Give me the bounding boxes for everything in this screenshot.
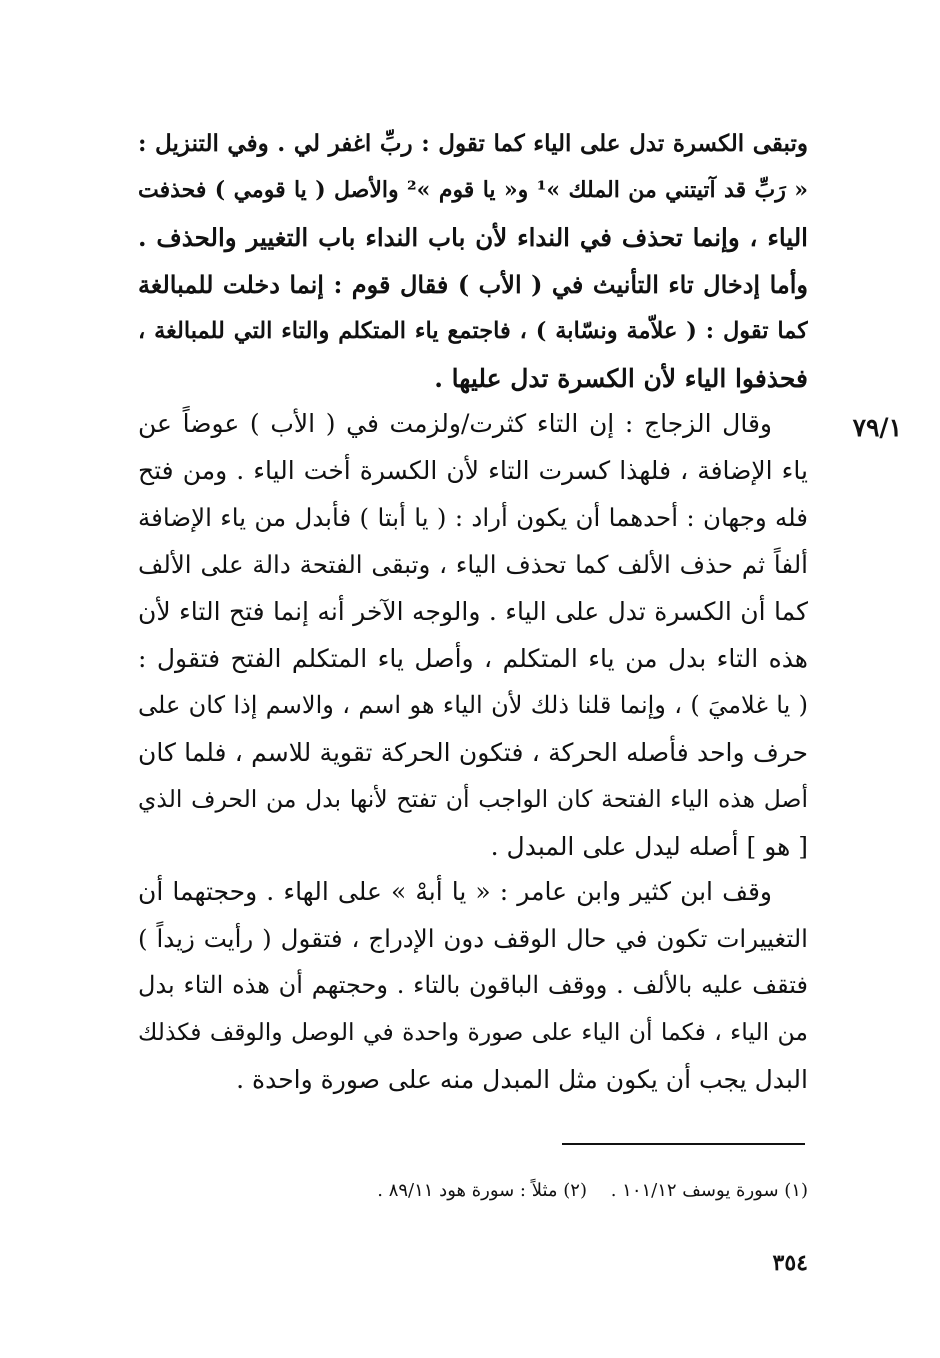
paragraph-3 [138, 868, 808, 1103]
text-line: [ هو ] أصله ليدل على المبدل . [490, 832, 808, 861]
footnote-1: (١) سورة يوسف ١٠١/١٢ . [610, 1180, 808, 1201]
text-line: فحذفوا الياء لأن الكسرة تدل عليها . [434, 364, 808, 393]
margin-reference: ٧٩/١ [852, 413, 902, 442]
text-line: من الياء ، فكما أن الياء على صورة واحدة في الوصل والوقف فكذلك [138, 1018, 808, 1046]
text-line: ( يا غلاميَ ) ، وإنما قلنا ذلك لأن الياء هو اسم ، والاسم إذا كان على [138, 691, 808, 719]
footnote-2: (٢) مثلاً : سورة هود ٨٩/١١ . [377, 1180, 587, 1201]
footnote-divider [562, 1143, 805, 1145]
text-line: وقال الزجاج : إن التاء كثرت/ولزمت في ( الأب ) عوضاً عن [138, 409, 772, 438]
text-line: وأما إدخال تاء التأنيث في ( الأب ) فقال قوم : إنما دخلت للمبالغة [138, 270, 808, 299]
footnotes [260, 1176, 808, 1206]
page-number: ٣٥٤ [772, 1250, 808, 1276]
text-line: « رَبِّ قد آتيتني من الملك »¹ و« يا قوم »² والأصل ( يا قومي ) فحذفت [138, 177, 808, 203]
text-line: فتقف عليه بالألف . ووقف الباقون بالتاء . وحجتهم أن هذه التاء بدل [138, 971, 808, 999]
text-line: أصل هذه الياء الفتحة كان الواجب أن تفتح لأنها بدل من الحرف الذي [138, 785, 808, 813]
text-line: هذه التاء بدل من ياء المتكلم ، وأصل ياء المتكلم الفتح فتقول : [138, 644, 808, 673]
text-line: كما تقول : ( علاّمة ونسّابة ) ، فاجتمع ياء المتكلم والتاء التي للمبالغة ، [138, 318, 808, 344]
text-line: ألفاً ثم حذف الألف كما تحذف الياء ، وتبقى الفتحة دالة على الألف [138, 550, 808, 579]
text-line: وقف ابن كثير وابن عامر : « يا أبهْ » على الهاء . وحجتهما أن [138, 877, 772, 906]
text-line: التغييرات تكون في حال الوقف دون الإدراج ، فتقول ( رأيت زيداً ) [138, 924, 808, 953]
paragraph-2 [138, 400, 808, 870]
text-line: الياء ، وإنما تحذف في النداء لأن باب النداء باب التغيير والحذف . [138, 223, 808, 252]
text-line: البدل يجب أن يكون مثل المبدل منه على صورة واحدة . [236, 1065, 808, 1094]
text-line: حرف واحد فأصله الحركة ، فتكون الحركة تقوية للاسم ، فلما كان [138, 738, 808, 767]
text-line: وتبقى الكسرة تدل على الياء كما تقول : ربِّ اغفر لي . وفي التنزيل : [138, 130, 808, 157]
text-line: كما أن الكسرة تدل على الياء . والوجه الآخر أنه إنما فتح التاء لأن [138, 597, 808, 626]
paragraph-1 [138, 120, 808, 402]
text-line: فله وجهان : أحدهما أن يكون أراد : ( يا أبتا ) فأبدل من ياء الإضافة [138, 503, 808, 532]
text-line: ياء الإضافة ، فلهذا كسرت التاء لأن الكسرة أخت الياء . ومن فتح [138, 456, 808, 485]
